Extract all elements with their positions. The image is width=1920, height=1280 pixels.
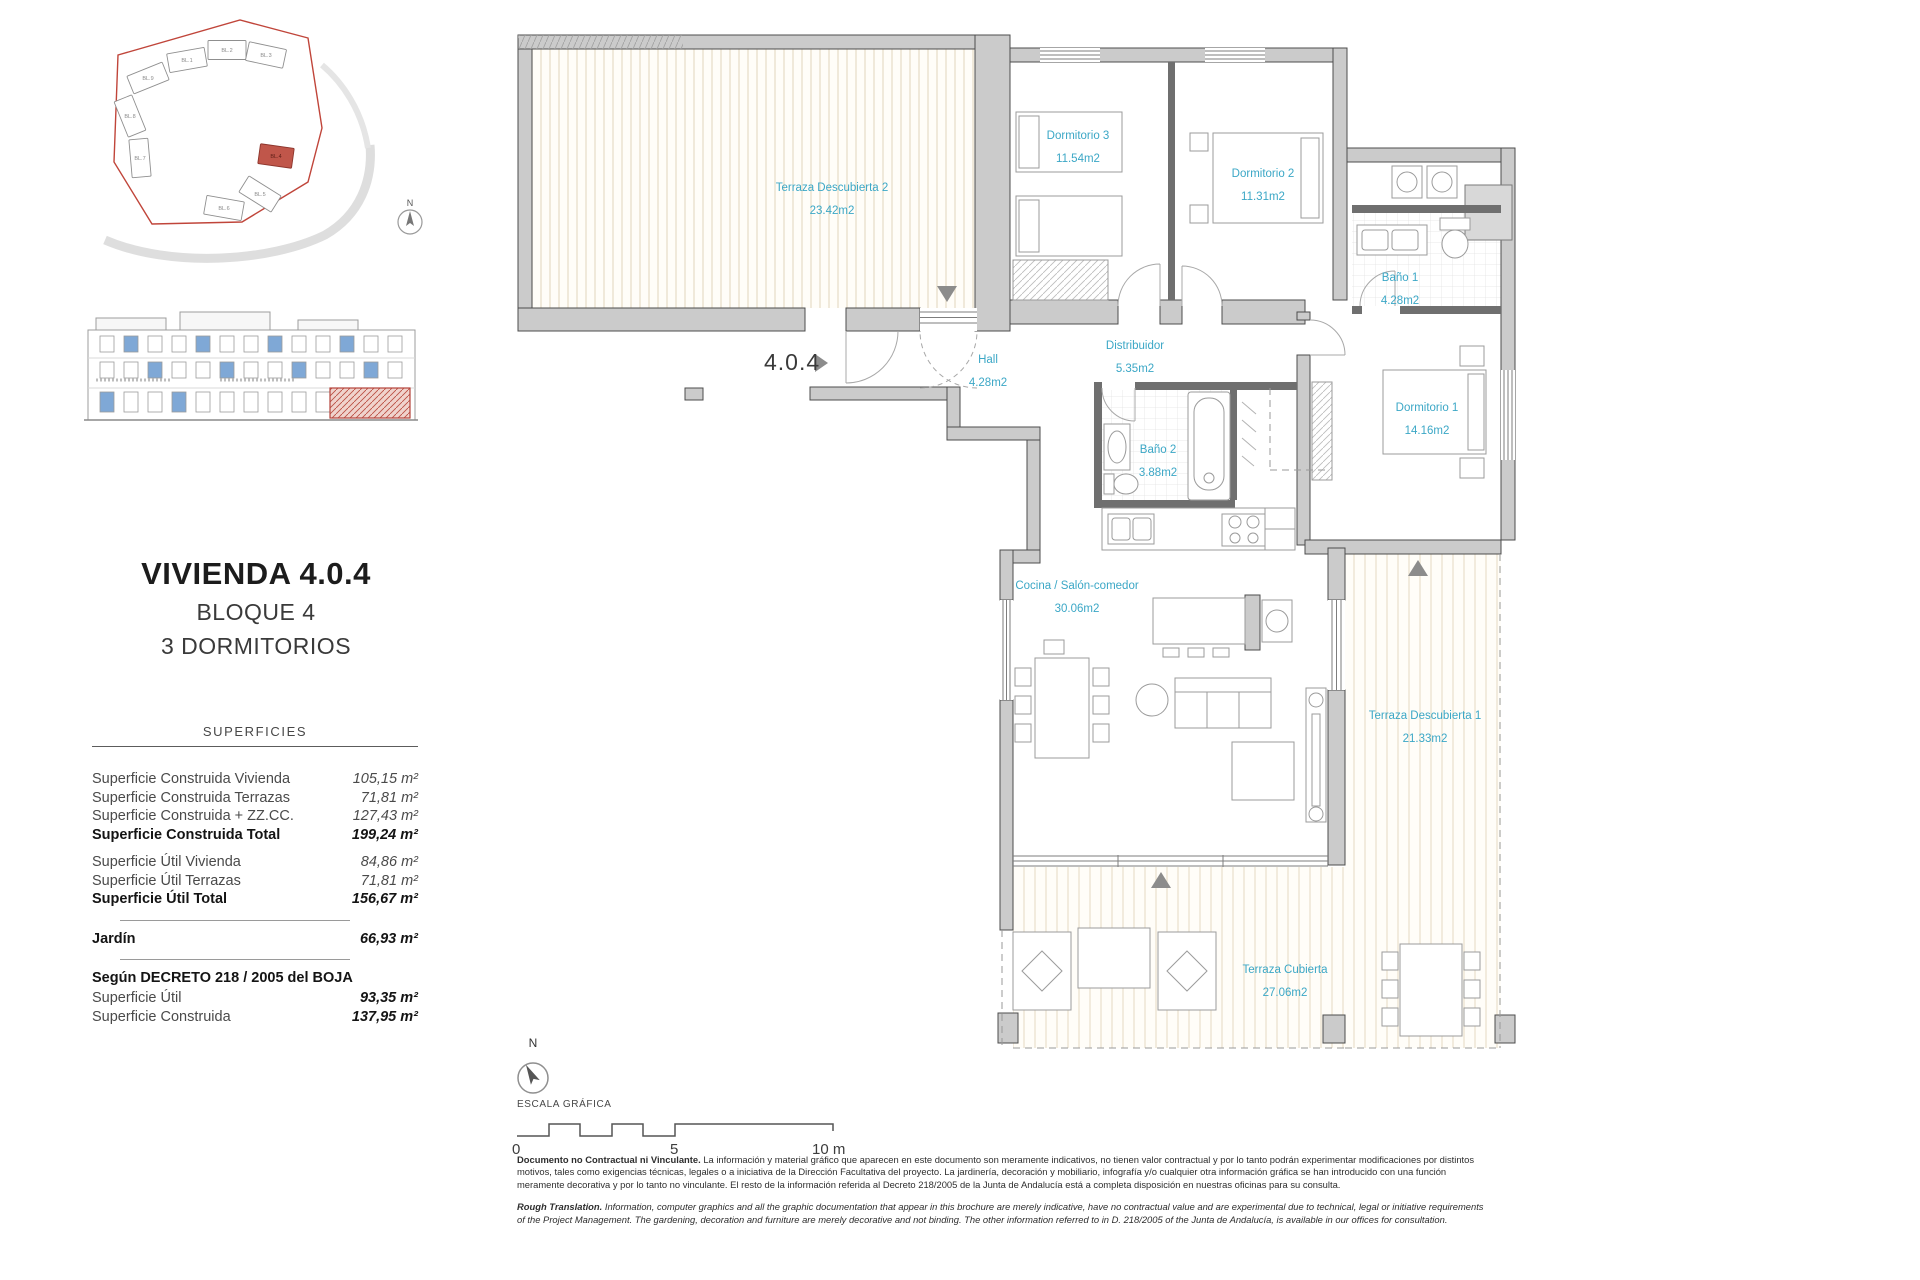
divider (120, 920, 350, 921)
entry-door-arc (846, 331, 898, 383)
room-label-distribuidor: Distribuidor 5.35m2 (1105, 340, 1165, 375)
page-title: VIVIENDA 4.0.4 (141, 556, 371, 591)
table-row: Superficie Útil Vivienda 84,86 m² (92, 854, 418, 870)
table-row-total: Superficie Construida Total 199,24 m² (92, 826, 418, 843)
block-subtitle: BLOQUE 4 (196, 599, 316, 625)
table-row: Superficie Construida Vivienda 105,15 m² (92, 771, 418, 787)
svg-text:BL.3: BL.3 (260, 53, 272, 59)
scale-tick-0: 0 (512, 1141, 521, 1158)
scale-tick-10: 10 m (812, 1141, 846, 1158)
svg-text:BL.9: BL.9 (142, 76, 154, 82)
room-label-terraza-descubierta-2: Terraza Descubierta 2 23.42m2 (775, 182, 889, 217)
room-label-terraza-descubierta-1: Terraza Descubierta 1 21.33m2 (1368, 710, 1482, 745)
table-row: Superficie Útil 93,35 m² (92, 990, 418, 1006)
table-title: SUPERFICIES (202, 724, 308, 739)
scale-tick-5: 5 (670, 1141, 679, 1158)
disclaimer-en: Rough Translation. Information, computer graphics and all the graphic documentation that appear in this brochure are merely indicative, have no contractual value and are experimental due to technical, legal or initiative requirements of the Project Management. The gardening, decoration and furniture are merely decorative and not binding. The other information referred to in D. 218/2005 of the Junta de Andalucía, is available in our offices for consultation. (517, 1201, 1484, 1225)
svg-text:BL.4: BL.4 (270, 154, 282, 160)
svg-text:N: N (406, 198, 414, 208)
room-label-bano-1: Baño 1 4.28m2 (1380, 272, 1420, 307)
site-compass-icon (398, 198, 422, 234)
table-section-header: Según DECRETO 218 / 2005 del BOJA (92, 970, 353, 986)
table-row: Superficie Construida 137,95 m² (92, 1008, 418, 1025)
room-label-hall: Hall 4.28m2 (968, 354, 1008, 389)
scale-bar (517, 1124, 833, 1136)
site-plan (105, 20, 422, 258)
table-row: Superficie Construida Terrazas 71,81 m² (92, 789, 418, 806)
svg-text:BL.2: BL.2 (221, 48, 233, 54)
compass-icon (518, 1062, 548, 1093)
site-buildings (114, 41, 294, 221)
scale-title: ESCALA GRÁFICA (517, 1099, 612, 1110)
disclaimer-es: Documento no Contractual ni Vinculante. La información y material gráfico que aparecen en este documento son meramente indicativos, no tienen valor contractual y por lo tanto podrán experimentar modificaciones por distintos motivos, tales como exigencias técnicas, legales o a iniciativa de la Dirección Facultativa del proyecto. La jardinería, decoración y mobiliario, infografía y/o cualquier otra información gráfica se han introducido con una función meramente decorativa y por lo tanto no vinculante. El resto de la información referida al Decreto 218/2005 de la Junta de Andalucía está a completa disposición en nuestras oficinas para su consulta. (517, 1154, 1475, 1190)
superficies-table (92, 724, 418, 1027)
compass-north-label: N (528, 1036, 538, 1050)
room-label-dormitorio-1: Dormitorio 1 14.16m2 (1395, 402, 1459, 437)
svg-text:BL.1: BL.1 (181, 58, 193, 64)
table-row-total: Superficie Útil Total 156,67 m² (92, 891, 418, 907)
bedrooms-subtitle: 3 DORMITORIOS (160, 633, 352, 659)
legal-disclaimer (517, 1154, 1492, 1226)
table-row: Superficie Útil Terrazas 71,81 m² (92, 872, 418, 889)
divider (120, 959, 350, 960)
room-label-dormitorio-3: Dormitorio 3 11.54m2 (1046, 130, 1110, 165)
svg-text:BL.7: BL.7 (134, 156, 146, 162)
table-row: Superficie Construida + ZZ.CC. 127,43 m² (92, 808, 418, 824)
unit-entry-label: 4.0.4 (764, 349, 821, 375)
elevation-drawing (84, 312, 418, 420)
svg-text:BL.6: BL.6 (218, 206, 230, 212)
divider (92, 746, 418, 747)
floorplan (518, 35, 1515, 1048)
svg-text:BL.8: BL.8 (124, 114, 136, 120)
svg-text:BL.5: BL.5 (254, 192, 266, 198)
page-title-block (60, 556, 452, 660)
room-label-cocina-salon: Cocina / Salón-comedor 30.06m2 (1015, 580, 1139, 615)
table-row-jardin: Jardín 66,93 m² (92, 930, 418, 947)
terrace2-floor (532, 49, 975, 308)
room-label-dormitorio-2: Dormitorio 2 11.31m2 (1231, 168, 1295, 203)
room-label-terraza-cubierta: Terraza Cubierta 27.06m2 (1242, 964, 1328, 999)
room-label-bano-2: Baño 2 3.88m2 (1138, 444, 1178, 479)
elevation-unit-highlight (330, 388, 410, 418)
